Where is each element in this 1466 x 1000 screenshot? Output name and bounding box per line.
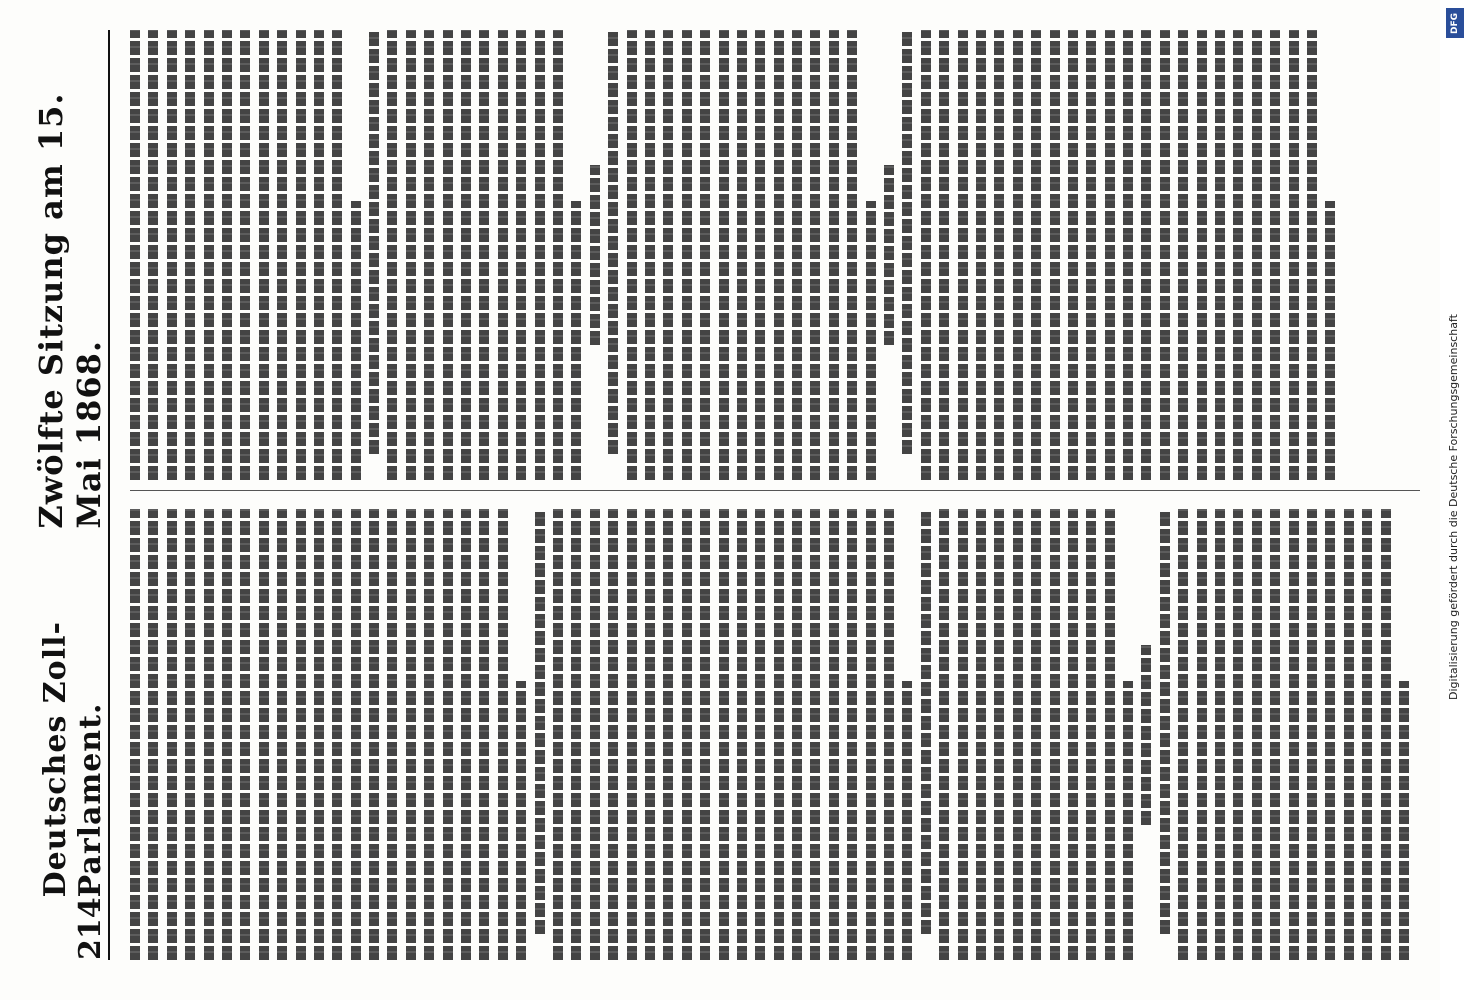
text-line-placeholder (829, 510, 839, 961)
text-line-placeholder (719, 30, 729, 481)
text-line-placeholder (1050, 510, 1060, 961)
text-line-placeholder (535, 510, 545, 935)
text-line-placeholder (1123, 30, 1133, 481)
text-line-placeholder (847, 30, 857, 481)
text-line-placeholder (1178, 30, 1188, 481)
text-line-placeholder (535, 30, 545, 481)
text-line-placeholder (296, 510, 306, 961)
text-line-placeholder (682, 510, 692, 961)
text-line-placeholder (1013, 30, 1023, 481)
text-line-placeholder (1215, 30, 1225, 481)
text-line-placeholder (1141, 30, 1151, 481)
text-line-placeholder (1289, 510, 1299, 961)
text-line-placeholder (461, 510, 471, 961)
text-line-placeholder (369, 510, 379, 961)
text-line-placeholder (130, 30, 140, 481)
text-line-placeholder (866, 201, 876, 480)
page-number: 214 (73, 897, 108, 960)
text-line-placeholder (939, 30, 949, 481)
text-line-placeholder (1068, 510, 1078, 961)
dfg-logo: DFG (1446, 8, 1464, 38)
text-line-placeholder (958, 30, 968, 481)
text-line-placeholder (1013, 510, 1023, 961)
text-line-placeholder (314, 30, 324, 481)
text-line-placeholder (332, 510, 342, 961)
text-line-placeholder (1252, 30, 1262, 481)
text-line-placeholder (810, 30, 820, 481)
head-title: Deutsches Zoll-Parlament. (38, 621, 108, 898)
text-line-placeholder (259, 510, 269, 961)
credit-text: Digitalisierung gefördert durch die Deutsche Forschungsgemeinschaft (1447, 314, 1460, 700)
text-line-placeholder (737, 30, 747, 481)
text-columns (130, 30, 1420, 960)
text-line-placeholder (792, 510, 802, 961)
text-line-placeholder (1233, 30, 1243, 481)
text-line-placeholder (443, 510, 453, 961)
text-line-placeholder (222, 510, 232, 961)
text-line-placeholder (866, 510, 876, 961)
text-line-placeholder (167, 30, 177, 481)
text-line-placeholder (1270, 30, 1280, 481)
text-line-placeholder (590, 510, 600, 961)
text-line-placeholder (1050, 30, 1060, 481)
text-line-placeholder (1178, 510, 1188, 961)
text-line-placeholder (902, 681, 912, 960)
text-line-placeholder (222, 30, 232, 481)
text-line-placeholder (351, 510, 361, 961)
text-line-placeholder (148, 510, 158, 961)
text-line-placeholder (516, 681, 526, 960)
text-line-placeholder (737, 510, 747, 961)
text-line-placeholder (1086, 510, 1096, 961)
text-line-placeholder (902, 30, 912, 455)
text-line-placeholder (571, 201, 581, 480)
text-line-placeholder (1381, 510, 1391, 961)
text-line-placeholder (553, 510, 563, 961)
text-line-placeholder (921, 510, 931, 935)
text-line-placeholder (1289, 30, 1299, 481)
text-line-placeholder (516, 30, 526, 481)
text-line-placeholder (259, 30, 269, 481)
column-left (130, 510, 1420, 961)
text-line-placeholder (810, 510, 820, 961)
text-line-placeholder (332, 30, 342, 481)
text-line-placeholder (1031, 510, 1041, 961)
text-line-placeholder (792, 30, 802, 481)
text-line-placeholder (351, 201, 361, 480)
text-line-placeholder (277, 510, 287, 961)
text-line-placeholder (240, 30, 250, 481)
text-line-placeholder (424, 510, 434, 961)
text-line-placeholder (1160, 30, 1170, 481)
text-line-placeholder (1270, 510, 1280, 961)
text-line-placeholder (627, 510, 637, 961)
text-line-placeholder (774, 510, 784, 961)
text-line-placeholder (1307, 510, 1317, 961)
text-line-placeholder (645, 30, 655, 481)
text-line-placeholder (921, 30, 931, 481)
text-line-placeholder (479, 510, 489, 961)
text-line-placeholder (369, 30, 379, 455)
text-line-placeholder (424, 30, 434, 481)
text-line-placeholder (204, 510, 214, 961)
text-line-placeholder (645, 510, 655, 961)
text-line-placeholder (755, 30, 765, 481)
column-right (130, 30, 1420, 492)
text-line-placeholder (939, 510, 949, 961)
text-line-placeholder (130, 510, 140, 961)
text-line-placeholder (1141, 645, 1151, 825)
text-line-placeholder (663, 510, 673, 961)
text-line-placeholder (553, 30, 563, 481)
text-line-placeholder (608, 510, 618, 961)
text-line-placeholder (1215, 510, 1225, 961)
text-line-placeholder (1362, 510, 1372, 961)
text-line-placeholder (314, 510, 324, 961)
text-line-placeholder (976, 510, 986, 961)
text-line-placeholder (1307, 30, 1317, 481)
text-line-placeholder (1123, 681, 1133, 960)
text-line-placeholder (1233, 510, 1243, 961)
text-line-placeholder (1325, 510, 1335, 961)
text-line-placeholder (608, 30, 618, 455)
text-line-placeholder (1344, 510, 1354, 961)
text-line-placeholder (663, 30, 673, 481)
text-line-placeholder (884, 165, 894, 345)
text-line-placeholder (498, 510, 508, 961)
text-line-placeholder (994, 30, 1004, 481)
text-line-placeholder (847, 510, 857, 961)
text-line-placeholder (1160, 510, 1170, 935)
text-line-placeholder (387, 510, 397, 961)
text-line-placeholder (1197, 510, 1207, 961)
text-line-placeholder (1252, 510, 1262, 961)
head-session: Zwölfte Sitzung am 15. Mai 1868. (32, 92, 108, 529)
text-line-placeholder (755, 510, 765, 961)
text-line-placeholder (958, 510, 968, 961)
text-line-placeholder (185, 30, 195, 481)
text-line-placeholder (1031, 30, 1041, 481)
text-line-placeholder (240, 510, 250, 961)
text-line-placeholder (498, 30, 508, 481)
text-line-placeholder (204, 30, 214, 481)
text-line-placeholder (1105, 30, 1115, 481)
text-line-placeholder (1105, 510, 1115, 961)
text-line-placeholder (994, 510, 1004, 961)
text-line-placeholder (461, 30, 471, 481)
text-line-placeholder (1197, 30, 1207, 481)
running-head (32, 30, 110, 960)
text-line-placeholder (406, 30, 416, 481)
text-line-placeholder (976, 30, 986, 481)
text-line-placeholder (1399, 681, 1409, 960)
text-line-placeholder (719, 510, 729, 961)
text-line-placeholder (185, 510, 195, 961)
text-line-placeholder (1325, 201, 1335, 480)
text-line-placeholder (774, 30, 784, 481)
text-line-placeholder (571, 510, 581, 961)
text-line-placeholder (1068, 30, 1078, 481)
text-line-placeholder (296, 30, 306, 481)
text-line-placeholder (387, 30, 397, 481)
text-line-placeholder (1086, 30, 1096, 481)
text-line-placeholder (148, 30, 158, 481)
text-line-placeholder (590, 165, 600, 345)
text-line-placeholder (277, 30, 287, 481)
text-line-placeholder (829, 30, 839, 481)
text-line-placeholder (479, 30, 489, 481)
text-line-placeholder (627, 30, 637, 481)
text-line-placeholder (406, 510, 416, 961)
text-line-placeholder (700, 510, 710, 961)
text-line-placeholder (700, 30, 710, 481)
text-line-placeholder (682, 30, 692, 481)
credit-strip (1444, 0, 1466, 1000)
text-line-placeholder (443, 30, 453, 481)
text-line-placeholder (884, 510, 894, 961)
text-line-placeholder (167, 510, 177, 961)
